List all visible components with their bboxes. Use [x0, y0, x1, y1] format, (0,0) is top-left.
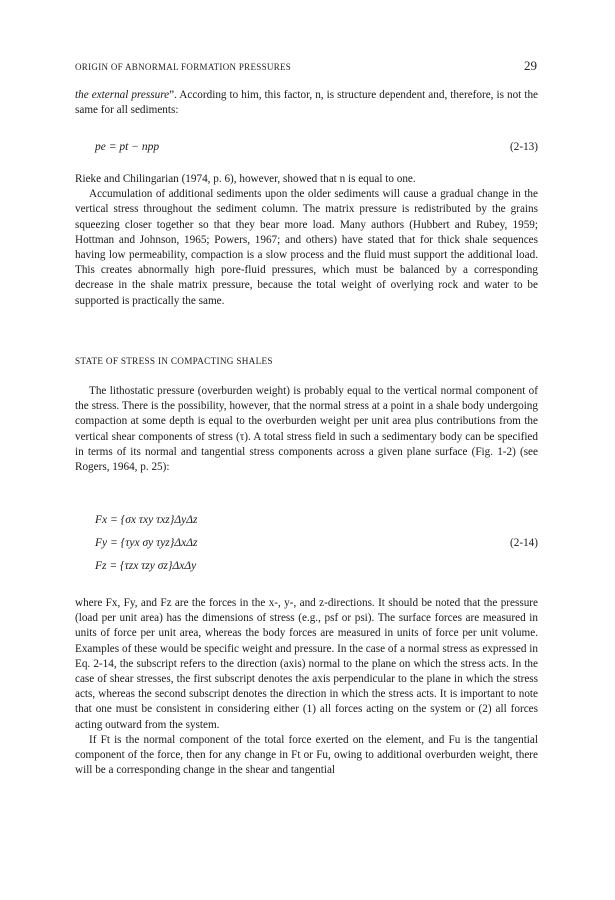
page-number: 29: [524, 58, 537, 73]
equation-2-14-line-3: Fz = {τzx τzy σz}ΔxΔy: [95, 560, 197, 572]
running-header: ORIGIN OF ABNORMAL FORMATION PRESSURES: [75, 62, 292, 72]
equation-2-13-number: (2-13): [510, 141, 538, 153]
equation-2-13-expression: pe = pt − npp: [95, 141, 160, 153]
section-heading: STATE OF STRESS IN COMPACTING SHALES: [75, 356, 273, 366]
equation-2-14-line-1: Fx = {σx τxy τxz}ΔyΔz: [95, 514, 198, 526]
equation-2-13: [75, 140, 538, 158]
equation-2-14-line-2: Fy = {τyx σy τyz}ΔxΔz: [95, 537, 198, 549]
paragraph-accumulation: Accumulation of additional sediments upon the older sediments will cause a gradual change in the vertical stress throughout the sediment column. The matrix pressure is redistributed by the grains squeezing closer together so that they bear more load. Many authors (Hubbert and Rubey, 1959; Hottman and Johnson, 1965; Powers, 1967; and others) have stated that for thick shale sequences having low permeability, compaction is a slow process and the fluid must support the additional load. This creates abnormally high pore-fluid pressures, which must be balanced by a corresponding decrease in the shale matrix pressure, because the total weight of overlying rock and water to be supported is practically the same.: [75, 188, 538, 307]
equation-2-14: [75, 513, 538, 579]
intro-italic-phrase: the external pressure: [75, 89, 170, 101]
paragraph-where: where Fx, Fy, and Fz are the forces in the x-, y-, and z-directions. It should be noted that the pressure (load per unit area) has the dimensions of stress (e.g., psf or psi). The surface forces are measured in units of force per unit area, whereas the body forces are measured in units of force per unit volume. Examples of these would be specific weight and pressure. In the case of a normal stress as expressed in Eq. 2-14, the subscript refers to the direction (axis) normal to the plane on which the stress acts. In the case of shear stresses, the first subscript denotes the axis perpendicular to the plane in which the stress acts, whereas the second subscript denotes the direction in which the stress acts. It is important to note that one must be consistent in considering either (1) all forces acting on the system or (2) all forces acting outward from the system.: [75, 597, 538, 731]
equation-2-14-number: (2-14): [510, 537, 538, 549]
body-paragraphs-3: [75, 596, 538, 778]
body-paragraphs-2: [75, 384, 538, 475]
intro-rest: ”. According to him, this factor, n, is structure dependent and, therefore, is not the same for all sediments:: [75, 89, 538, 117]
paragraph-if-ft: If Ft is the normal component of the total force exerted on the element, and Fu is the tangential component of the force, then for any change in Ft or Fu, owing to additional overburden weight, there will be a corresponding change in the shear and tangential: [75, 733, 538, 777]
paragraph-rieke: Rieke and Chilingarian (1974, p. 6), however, showed that n is equal to one.: [75, 173, 416, 185]
intro-paragraph: [75, 88, 538, 118]
paragraph-lithostatic: The lithostatic pressure (overburden weight) is probably equal to the vertical normal component of the stress. There is the possibility, however, that the normal stress at a point in a shale body undergoing compaction at some depth is equal to the overburden weight per unit area plus contributions from the vertical shear components of stress (τ). A total stress field in such a sedimentary body can be specified in terms of its normal and tangential stress components across a given plane surface (Fig. 1-2) (see Rogers, 1964, p. 25):: [75, 385, 538, 474]
body-paragraphs-1: [75, 172, 538, 309]
section-heading-block: [75, 354, 538, 369]
